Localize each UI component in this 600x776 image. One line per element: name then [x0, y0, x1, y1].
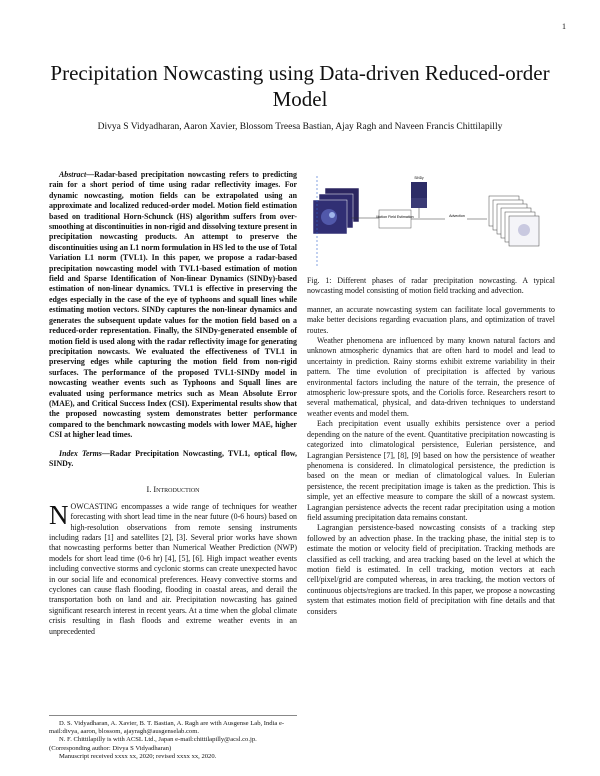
abstract-text: —Radar-based precipitation nowcasting refers to predicting rain for a short period of time using radar reflectivity images. For dynamic nowcasting, motion fields can be extrapolated using an approximate and localized reduced-order model. Motion field estimation based on traditional Horn-Schunck (HS) algorithm suffers from over-smoothing at discontinuities in non-rigid and dissolving texture present in precipitation nowcasting products. An attempt to preserve the discontinuities using an L1 norm formulation in HS led to the use of Total Variation L1 norm (TVL1). In this paper, we propose a radar-based precipitation nowcasting model with TVL1-based estimation of motion field and Sparse Identification of Non-linear Dynamics (SINDy)-based estimation of non-linear dynamics. TVL1 is effective in preserving the edges especially in the case of the eye of typhoons and squall lines while estimating motion vectors. SINDy captures the non-linear dynamics and generates the subsequent update values for the motion field based on a reduced-order representation. Finally, the SINDy-generated ensemble of motion field is used along with the radar reflectivity image for generating precipitation nowcasts. We evaluated the effectiveness of TVL1 in preserving edges while capturing the motion field from non-rigid surfaces. The performance of the proposed TVL1-SINDy model in nowcasting weather events such as Typhoons and Squall lines are evaluated using performance metrics such as Mean Absolute Error (MAE), and Critical Success Index (CSI). Experimental results show that the proposed nowcasting system demonstrates better performance compared to the benchmark nowcasting models with lower MAE, higher CSI at higher lead times. [49, 170, 297, 440]
nowcast-output-stack [489, 196, 539, 246]
advection-label: Advection [449, 214, 465, 218]
author-list: Divya S Vidyadharan, Aaron Xavier, Blossom Treesa Bastian, Ajay Ragh and Naveen Francis Chittilapilly [97, 122, 503, 132]
intro-paragraph-3: Each precipitation event usually exhibits persistence over a period depending on the nature of the event. Quantitative precipitation nowcasting is categorized into climatological persistence, Eulerian persistence, and Lagrangian Persistence [7], [8], [9] based on how the persistence of weather phenomena is considered. In climatological persistence, the prediction is based on the mean or median of climatological values. In Eulerian persistence, the recent precipitation image is taken as the prediction. This is simple, yet an effective measure to compare the skill of a nowcast system. Lagrangian persistence advects the recent radar precipitation using a motion field assuming precipitation data remains constant. [307, 419, 555, 522]
figure-label: Fig. 1: [307, 276, 332, 285]
left-column [49, 170, 297, 637]
sindy-image [411, 182, 427, 198]
intro-paragraph-1-text: OWCASTING encompasses a wide range of techniques for weather forecasting with short lead time in the near future (0-6 hours) based on high-resolution observations from remote sensing instruments including radars [1] and satellites [2], [3]. Several prior works have shown that nowcasting performs better than Numerical Weather Prediction (NWP) models for short lead time (0-6 hr) [4], [5], [6]. High impact weather events including convective storms and cyclonic storms can create unexpected havoc in our social life and economical preferences. Heavy convective storms and cyclones can cause flash flooding, flooding in coastal areas, and derail the transportation both on land and air. Precipitation nowcasting has gained significant research interest in recent years. At a time when the global climate crisis resulting in flash floods and extreme weather events in an unprecedented [49, 501, 297, 636]
footnote-line-1: D. S. Vidyadharan, A. Xavier, B. T. Bastian, A. Ragh are with Ausgense Lab, India e-mail:divya, aaron, blossom, ajayragh@ausgenselab.com. [49, 720, 285, 736]
paper-title: Precipitation Nowcasting using Data-driven Reduced-order Model [50, 61, 550, 111]
motion-field-box [379, 210, 411, 228]
sindy-label: SINDy [414, 176, 424, 180]
drop-cap: N [49, 499, 69, 530]
section-heading-introduction: I. Introduction [146, 485, 200, 495]
abstract [49, 170, 297, 441]
nowcasting-diagram [307, 170, 555, 270]
radar-image-stack [313, 188, 359, 234]
footnote-line-4: Manuscript received xxxx xx, 2020; revised xxxx xx, 2020. [59, 752, 217, 760]
figure-caption-text: Different phases of radar precipitation nowcasting. A typical nowcasting model consisting of motion field tracking and advection. [307, 276, 556, 296]
intro-paragraph-4: Lagrangian persistence-based nowcasting consists of a tracking step followed by an advection phase. In the tracking phase, the initial step is to estimate the motion or velocity field of precipitation. Tracking methods are classified as cell tracking, and area tracking based on the level at which the motion field is estimated. In cell tracking, motion vectors at each cell/pixel/grid are computed whereas, in area tracking, the motion vectors of continuous objects/regions are tracked. In this paper, we propose a nowcasting system that estimates motion field of precipitation with fine details and that considers [307, 523, 555, 616]
figure-1-caption [307, 276, 555, 297]
index-terms [49, 449, 297, 470]
intro-paragraph-1-continued: manner, an accurate nowcasting system can facilitate local governments to make better decisions regarding evacuation plans, and optimization of travel routes. [307, 304, 555, 335]
author-footnote [49, 715, 297, 761]
intro-paragraph-1 [49, 499, 297, 637]
footnote-line-3: (Corresponding author: Divya S Vidyadharan) [49, 744, 172, 752]
abstract-lead: Abstract [59, 170, 87, 179]
motion-field-label: Motion Field Estimation [376, 215, 414, 219]
index-terms-text: —Radar Precipitation Nowcasting, TVL1, optical flow, SINDy. [49, 448, 297, 468]
index-terms-lead: Index Terms [59, 448, 102, 458]
figure-1 [307, 170, 555, 270]
tvl1-image [411, 198, 427, 208]
right-column [307, 170, 555, 617]
page-number: 1 [562, 22, 566, 31]
intro-paragraph-2: Weather phenomena are influenced by many known natural factors and unknown atmospheric dynamics that are often hard to model and lead to uncertainty in prediction. Rainy storms exhibit extreme variability in their pattern. The time evolution of precipitation is affected by various environmental factors including the nature of the terrain, the presence of atmospheric low-pressure spots, and the Coriolis force. Researchers resort to several mathematical, physical, and data-driven techniques to understand weather events and model them. [307, 336, 555, 418]
footnote-line-2: N. F. Chittilapilly is with ACSL Ltd., Japan e-mail:chittilapilly@acsl.co.jp. [59, 736, 257, 744]
